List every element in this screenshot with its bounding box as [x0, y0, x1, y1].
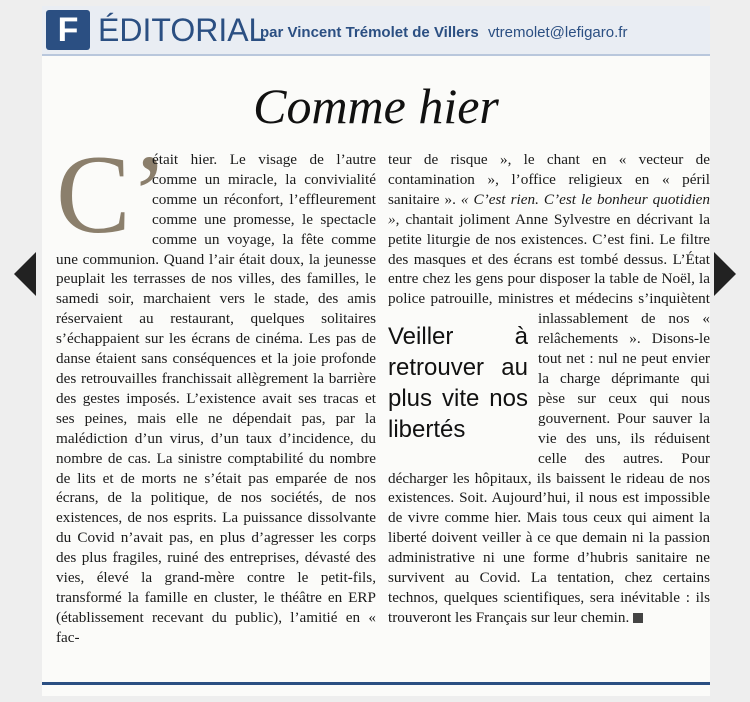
chevron-right-icon[interactable]	[714, 252, 736, 296]
column-2-text-a: teur de risque », le chant en « vecteur de contamination », l’office religieux en « péril sanitaire ».	[388, 151, 710, 208]
end-of-article-mark	[633, 613, 643, 623]
article-column-2	[388, 150, 710, 680]
column-2-text-b-end: inlassablement de nos « relâchements ». Disons-le tout net : nul ne peut envier la charge déprimante qui pèse sur ceux qui nous gouvernent. Pour sauver la vie des uns, ils réduisent celle des autres. Pour décharger les hôpitaux, ils baissent le rideau de nos existences. Soit. Aujourd’hui, il nous est impossible de vivre comme hier. Mais tous ceux qui aiment la liberté doivent veiller à ce que demain ni la passion administrative ni une forme d’hubris sanitaire ne survivent au Covid. La tentation, chez certains technos, quelques scientifiques, sera inévitable : ils trouveront les Français sur leur chemin.	[388, 310, 710, 626]
editorial-header	[42, 6, 710, 56]
anne-sylvestre-quote: « C’est rien. C’est le bonheur quotidien »	[388, 190, 710, 228]
drop-cap: C’	[56, 150, 168, 257]
section-title: ÉDITORIAL	[98, 12, 267, 48]
column-2-text-b-start: , chantait joliment Anne Sylvestre en décrivant la petite liturgie de nos existences. C’est fini. Le filtre des masques et des écrans est tombé dessus. L’État entre chez les gens pour disposer la table de Noël, la police patrouille, ministres et médecins s’inquiètent	[388, 210, 710, 308]
le-figaro-logo: F	[46, 10, 90, 50]
author-byline: par Vincent Trémolet de Villers	[260, 24, 479, 41]
pull-quote: Veiller à retrouver au plus vite nos libertés	[388, 323, 528, 444]
newspaper-page	[42, 6, 710, 696]
article-title: Comme hier	[253, 78, 499, 134]
article-column-1	[56, 150, 376, 680]
column-1-text: était hier. Le visage de l’autre comme un miracle, la convivialité comme un réconfort, l’effleurement comme une promesse, le spectacle comme un voyage, la fête comme une communion. Quand l’air était doux, la jeunesse peuplait les terrasses de nos villes, des familles, le samedi soir, marchaient vers le stade, des amis réservaient au restaurant, quelques solitaires s’échappaient sur les écrans de cinéma. Les pas de danse étaient sans conséquences et la joie profonde des retrouvailles franchissait allègrement la barrière des gestes imposés. L’existence avait ses tracas et ses peines, mais elle ne dépendait pas, par la malédiction d’un virus, d’un taux d’incidence, du nombre de cas. La sinistre comptabilité du nombre de lits et de morts ne s’était pas emparée de nos écrans, de la politique, de nos sociétés, de nos existences, de nos esprits. La puissance dissolvante du Covid n’avait pas, en plus d’agresser les corps des plus fragiles, ruiné des entreprises, dévasté des vies, élevé la grand-mère contre le petit-fils, transformé la famille en cluster, le théâtre en ERP (établissement recevant du public), l’amitié en « fac-	[56, 151, 376, 646]
footer-rule	[42, 682, 710, 685]
chevron-left-icon[interactable]	[14, 252, 36, 296]
author-email: vtremolet@lefigaro.fr	[488, 24, 628, 41]
